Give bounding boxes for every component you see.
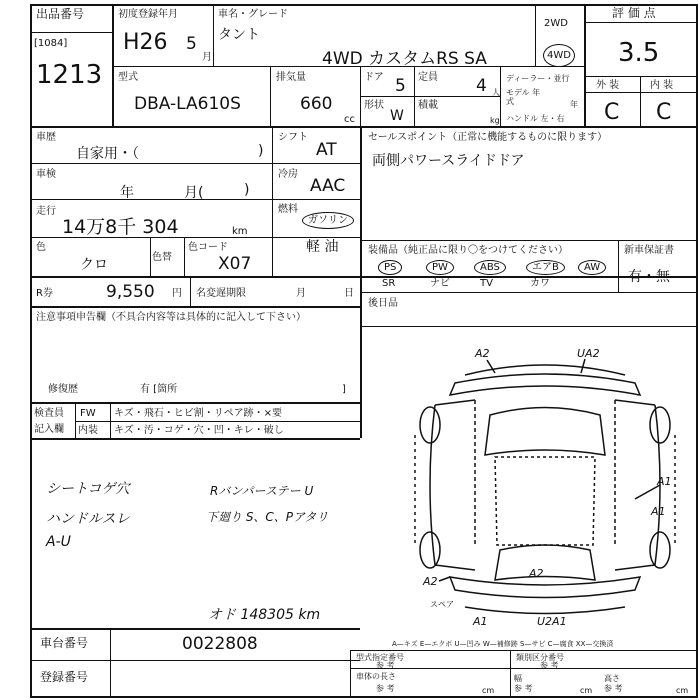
model-value: DBA-LA610S — [134, 94, 241, 114]
drive-label: 2WD — [544, 18, 568, 29]
spare-label: スペア — [430, 600, 454, 609]
mark-rear-center: A2 — [529, 567, 544, 580]
height-label: 高さ — [604, 674, 620, 683]
vehicle-name: タント — [218, 27, 260, 43]
dealer-label: ディーラー・並行 — [506, 74, 570, 83]
price-label: R券 — [36, 288, 53, 299]
fuel-value: ガソリン — [302, 212, 354, 229]
color-code-label: 色コード — [188, 242, 228, 253]
repair-close: ] — [342, 384, 346, 395]
frame-bottom — [30, 696, 698, 698]
vehicle-grade: 4WD カスタムRS SA — [322, 49, 487, 69]
handle-label: ハンドル 左・右 — [506, 114, 565, 123]
type-spec-label: 型式指定番号 — [356, 653, 404, 662]
shape-value: W — [390, 108, 404, 124]
equip-sr: SR — [382, 278, 396, 289]
model-year-unit: 年 — [570, 100, 578, 109]
fw-items: キズ・飛石・ヒビ割・リペア跡・×要 — [114, 408, 282, 419]
equip-aw: AW — [578, 260, 606, 275]
displacement-value: 660 — [300, 94, 333, 114]
lot-number-code: [1084] — [34, 38, 68, 49]
repair-label: 修復歴 — [48, 384, 78, 395]
color-label: 色 — [36, 242, 46, 253]
class-number-label: 類別区分番号 — [516, 653, 564, 662]
handwritten-note-4: Rバンパーステー U — [210, 484, 314, 498]
mark-rear-left: A2 — [423, 575, 438, 588]
interior-items: キズ・汚・コゲ・穴・凹・キレ・破し — [114, 425, 284, 436]
first-registration-month: 5 — [186, 34, 197, 54]
load-label: 積載 — [418, 100, 438, 111]
length-ref: 参 考 — [376, 684, 395, 693]
inspection-close: ) — [244, 182, 250, 198]
repair-value: 有 [箇所 — [140, 384, 178, 395]
height-cm: cm — [676, 686, 689, 695]
inspector-label: 検査員 — [34, 408, 64, 419]
doors-label: ドア — [364, 72, 384, 83]
lot-number-label: 出品番号 — [36, 7, 85, 21]
width-label: 幅 — [514, 674, 522, 683]
notes-label: 注意事項申告欄（不具合内容等は具体的に記入して下さい） — [36, 312, 306, 323]
chassis-label: 車台番号 — [40, 636, 89, 650]
displacement-unit: cc — [344, 114, 355, 125]
sales-points-label: セールスポイント（正常に機能するものに限ります） — [368, 132, 608, 143]
inspection-month: 月( — [184, 185, 204, 201]
recycle-day: 日 — [344, 288, 354, 299]
handwritten-note-5: 下廻り S、C、Pアタリ — [206, 510, 329, 524]
load-unit: kg — [490, 116, 500, 125]
equip-airbag: エアB — [526, 260, 565, 275]
inspection-label: 車検 — [36, 169, 56, 180]
type-spec-ref: 参 考 — [376, 661, 395, 670]
color-code: X07 — [218, 254, 252, 274]
equip-pw: PW — [426, 260, 454, 275]
mark-front-left: A2 — [475, 347, 490, 360]
inspection-year: 年 — [120, 185, 134, 201]
rating-interior-label: 内 装 — [650, 80, 674, 91]
registration-label: 登録番号 — [40, 670, 89, 684]
price-unit: 円 — [172, 288, 182, 299]
frame-right — [696, 4, 698, 698]
mileage-label: 走行 — [36, 206, 56, 217]
frame-left — [30, 4, 32, 698]
handwritten-note-3: A-U — [46, 534, 71, 550]
history-close: ) — [258, 143, 264, 159]
first-registration-label: 初度登録年月 — [118, 9, 178, 20]
mark-front-right: UA2 — [577, 347, 600, 360]
width-cm: cm — [580, 686, 593, 695]
equipment-label: 装備品（純正品に限り〇をつけてください） — [368, 245, 568, 256]
fw-label: FW — [80, 408, 96, 419]
length-label: 車体の長さ — [356, 672, 396, 681]
warranty-label: 新車保証書 — [624, 245, 674, 256]
rating-interior: C — [656, 100, 672, 125]
height-ref: 参 考 — [604, 684, 623, 693]
fuel-label: 燃料 — [278, 204, 298, 215]
history-label: 車歴 — [36, 132, 56, 143]
post-docs-label: 後日品 — [368, 298, 398, 309]
drive-value: 4WD — [543, 44, 575, 67]
mileage-unit: km — [232, 226, 248, 237]
mileage-value: 14万8千 304 — [62, 216, 179, 238]
interior-label: 内装 — [78, 425, 98, 436]
price-value: 9,550 — [106, 282, 155, 302]
width-ref: 参 考 — [514, 684, 533, 693]
rating-label: 評 価 点 — [612, 6, 656, 20]
aircon-value: AAC — [310, 176, 346, 196]
capacity-label: 定員 — [418, 72, 438, 83]
fuel-other: 軽 油 — [306, 239, 339, 255]
handwritten-odo: オド 148305 km — [208, 607, 321, 623]
equip-leather: カワ — [530, 278, 550, 289]
doors-value: 5 — [395, 76, 406, 96]
mark-rear-bumper-left: A1 — [473, 615, 488, 625]
chassis-value: 0022808 — [182, 634, 258, 654]
frame-top — [30, 4, 698, 6]
handwritten-note-2: ハンドルスレ — [46, 511, 130, 527]
handwritten-note-1: シートコゲ穴 — [46, 481, 130, 497]
capacity-unit: 人 — [492, 88, 500, 97]
car-damage-diagram — [395, 345, 695, 625]
first-registration-month-unit: 月 — [202, 52, 212, 63]
first-registration-year: H26 — [123, 30, 168, 55]
mark-right-door: A1 — [651, 505, 666, 518]
note-label: 記入欄 — [34, 424, 64, 435]
aircon-label: 冷房 — [278, 169, 298, 180]
model-year-label: モデル 年式 — [506, 88, 541, 106]
shift-label: シフト — [278, 132, 308, 143]
rating-score: 3.5 — [618, 38, 660, 68]
mark-rear-bumper-right: U2A1 — [537, 615, 567, 625]
capacity-value: 4 — [476, 76, 487, 96]
shift-value: AT — [316, 140, 337, 160]
class-number-ref: 参 考 — [540, 661, 559, 670]
rating-exterior: C — [604, 100, 620, 125]
color-replace-label: 色替 — [152, 252, 172, 263]
color-value: クロ — [80, 257, 108, 273]
length-cm: cm — [482, 686, 495, 695]
mark-right-top: A1 — [657, 475, 672, 488]
displacement-label: 排気量 — [276, 72, 306, 83]
warranty-value: 有・無 — [628, 269, 670, 285]
recycle-month: 月 — [296, 288, 306, 299]
sales-points-value: 両側パワースライドドア — [372, 153, 525, 169]
lot-number-value: 1213 — [36, 60, 103, 90]
equip-tv: TV — [480, 278, 493, 289]
rating-exterior-label: 外 装 — [596, 80, 620, 91]
recycle-label: 名変遅期限 — [196, 288, 246, 299]
damage-legend: A—キズ E—エクボ U—凹み W—補修跡 S—サビ C—腐食 XX—交換済 — [392, 640, 614, 648]
history-value: 自家用・（ — [76, 146, 139, 162]
vehicle-label: 車名・グレード — [218, 9, 288, 20]
shape-label: 形状 — [364, 100, 384, 111]
equip-abs: ABS — [474, 260, 506, 275]
model-label: 型式 — [118, 72, 138, 83]
equip-ps: PS — [378, 260, 402, 275]
equip-navi: ナビ — [430, 278, 450, 289]
